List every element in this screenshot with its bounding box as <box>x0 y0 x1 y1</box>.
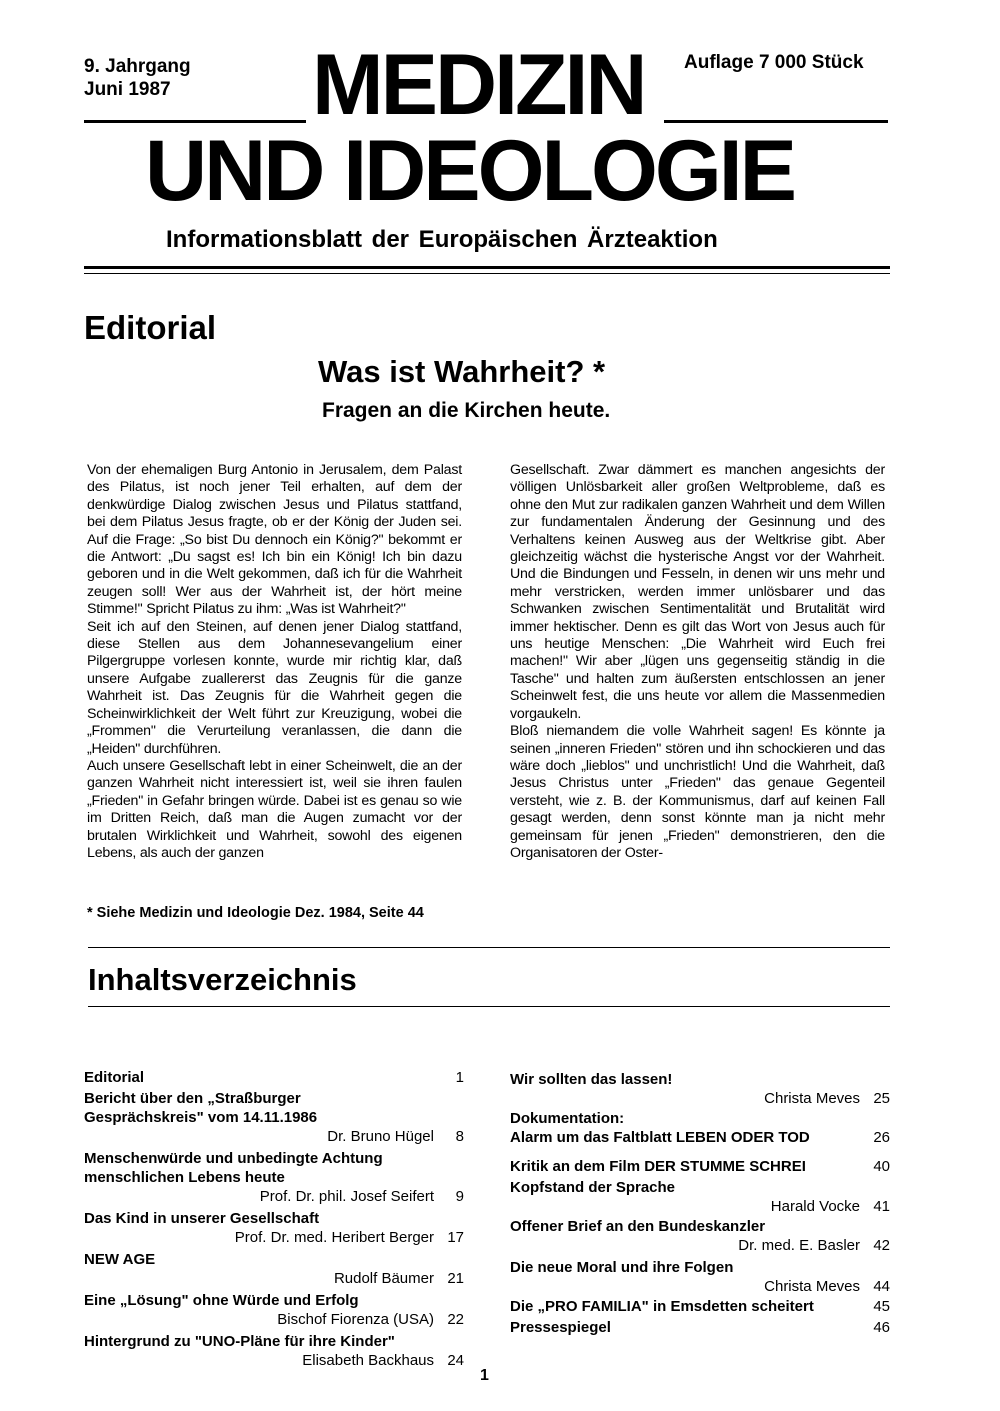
toc-entry-title: Die „PRO FAMILIA" in Emsdetten scheitert <box>510 1298 814 1315</box>
toc-entry-author: Christa Meves <box>764 1278 860 1295</box>
toc-entry-author-row <box>84 1310 464 1330</box>
circulation-label: Auflage 7 000 Stück <box>684 52 864 73</box>
toc-entry-author-row <box>84 1187 464 1207</box>
masthead-issue-info <box>84 55 191 101</box>
article-footnote: * Siehe Medizin und Ideologie Dez. 1984, Seite 44 <box>87 905 424 921</box>
toc-entry-page: 17 <box>447 1229 464 1246</box>
toc-entry-author: Christa Meves <box>764 1090 860 1107</box>
toc-entry-author-row <box>84 1228 464 1248</box>
toc-entry-page: 45 <box>873 1298 890 1315</box>
toc-entry-page: 44 <box>873 1278 890 1295</box>
toc-entry-dokumentation <box>510 1109 890 1128</box>
toc-entry-title: Eine „Lösung" ohne Würde und Erfolg <box>84 1292 359 1309</box>
toc-entry-author: Harald Vocke <box>770 1198 860 1215</box>
toc-entry-title: Hintergrund zu "UNO-Pläne für ihre Kinder" <box>84 1333 395 1350</box>
toc-entry-new-age <box>84 1250 464 1269</box>
masthead-title-line2: UND IDEOLOGIE <box>145 123 795 219</box>
masthead-divider-thick <box>84 266 890 269</box>
toc-entry-title: Kritik an dem Film DER STUMME SCHREI <box>510 1158 806 1175</box>
toc-entry-title: Pressespiegel <box>510 1319 611 1336</box>
article-paragraph: Bloß niemandem die volle Wahrheit sagen! Es könnte ja seinen „inneren Frieden" stören und ihn schockieren und das wäre doch „lieblos" und unchristlich! Und die Wahrheit, daß Jesus Christus unter „Frieden" das genaue Gegenteil versteht, wie z. B. der Kommunismus, darf auf keinen Fall gesagt werden, denn sonst könnte man ja nicht mehr gemeinsam für jenen „Frieden" demonstrieren, den die Organisatoren der Oster- <box>510 723 885 861</box>
toc-entry-page: 41 <box>873 1198 890 1215</box>
toc-entry-author-row <box>84 1127 464 1147</box>
toc-entry-title: Die neue Moral und ihre Folgen <box>510 1259 734 1276</box>
toc-entry-page: 26 <box>873 1129 890 1146</box>
toc-entry-page: 40 <box>873 1158 890 1175</box>
toc-entry-loesung <box>84 1291 464 1310</box>
toc-entry-author-row <box>510 1089 890 1109</box>
toc-entry-title: Menschenwürde und unbedingte Achtung menschlichen Lebens heute <box>84 1150 383 1186</box>
article-subtitle: Fragen an die Kirchen heute. <box>322 399 611 422</box>
toc-entry-author-row <box>510 1236 890 1256</box>
issue-date: Juni 1987 <box>84 79 171 100</box>
toc-entry-page: 21 <box>447 1270 464 1287</box>
toc-entry-title: Bericht über den „Straßburger Gesprächskreis" vom 14.11.1986 <box>84 1090 318 1126</box>
toc-entry-title: Offener Brief an den Bundeskanzler <box>510 1218 766 1235</box>
toc-entry-page: 24 <box>447 1352 464 1369</box>
volume-label: 9. Jahrgang <box>84 56 191 77</box>
article-column-left <box>87 462 462 862</box>
toc-entry-author: Dr. Bruno Hügel <box>327 1128 434 1145</box>
article-paragraph: Seit ich auf den Steinen, auf denen jener Dialog stattfand, diese Stellen aus dem Johannesevangelium einer Pilgergruppe vorlesen konnte, wurde mir richtig klar, daß unsere Aufgabe zuallererst das Zeugnis für die ganze Wahrheit ist. Das Zeugnis für die Wahrheit gegen die Scheinwirklichkeit der Welt führt zur Kreuzigung, wobei die „Frommen" die Verurteilung veranlassen, die dann die „Heiden" durchführen. <box>87 618 462 757</box>
toc-entry-author-row <box>84 1351 464 1371</box>
toc-entry-title: Alarm um das Faltblatt LEBEN ODER TOD <box>510 1129 810 1146</box>
toc-entry-title: Editorial <box>84 1069 145 1086</box>
toc-entry-menschenwuerde <box>84 1149 464 1187</box>
toc-entry-author: Prof. Dr. med. Heribert Berger <box>234 1229 434 1246</box>
toc-entry-title: Dokumentation: <box>510 1110 625 1127</box>
article-paragraph: Gesellschaft. Zwar dämmert es manchen angesichts der völligen Unlösbarkeit aller großen Weltprobleme, daß es ohne den Mut zur radikalen ganzen Wahrheit und dem Willen zur fundamentalen Änderung der Gesinnung und des Verhaltens keinen Ausweg aus der Weltkrise gibt. Aber gleichzeitig wächst die hysterische Angst vor der Wahrheit. Und die Bindungen und Fesseln, in denen wir uns mehr und mehr verstricken, werden immer unlösbarer und das Schwanken zwischen Sentimentalität und Brutalität wird immer hektischer. Denn es gilt das Wort von Jesus auch für uns heutige Menschen: „Die Wahrheit wird Euch frei machen!" Wir aber „lügen uns gegenseitig ständig in die Tasche" und halten zum äußersten entschlossen an jener Scheinwelt fest, die uns heute vor allem die Massenmedien vorgaukeln. <box>510 462 885 722</box>
toc-entry-page: 22 <box>447 1311 464 1328</box>
toc-entry-author: Rudolf Bäumer <box>333 1270 434 1287</box>
toc-entry-page: 8 <box>455 1128 464 1145</box>
toc-entry-pressespiegel <box>510 1318 890 1337</box>
toc-rule-top <box>88 947 890 948</box>
toc-entry-author: Dr. med. E. Basler <box>738 1237 860 1254</box>
toc-entry-page: 1 <box>455 1069 464 1086</box>
toc-rule-bottom <box>88 1006 890 1007</box>
toc-heading: Inhaltsverzeichnis <box>88 962 357 997</box>
toc-entry-offener-brief <box>510 1217 890 1236</box>
toc-entry-kind <box>84 1209 464 1228</box>
masthead-subtitle: Informationsblatt der Europäischen Ärzteaktion <box>166 226 718 253</box>
toc-entry-title: Kopfstand der Sprache <box>510 1179 676 1196</box>
article-title: Was ist Wahrheit? * <box>318 354 606 389</box>
page-number: 1 <box>480 1367 489 1384</box>
toc-entry-neue-moral <box>510 1258 890 1277</box>
toc-entry-author-row <box>84 1269 464 1289</box>
article-paragraph: Von der ehemaligen Burg Antonio in Jerusalem, dem Palast des Pilatus, ist noch jener Teil erhalten, auf dem der denkwürdige Dialog zwischen Jesus und Pilatus stattfand, bei dem Pilatus Jesus fragte, ob er der König der Juden sei. Auf die Frage: „So bist Du dennoch ein König?" bekommt er die Antwort: „Du sagst es! Ich bin ein König! Ich bin dazu geboren und in die Welt gekommen, daß ich für die Wahrheit zeugen soll! Wer aus der Wahrheit ist, der hört meine Stimme!" Spricht Pilatus zu ihm: „Was ist Wahrheit?" <box>87 462 462 618</box>
toc-entry-page: 46 <box>873 1319 890 1336</box>
toc-entry-author-row <box>510 1277 890 1297</box>
toc-entry-author: Prof. Dr. phil. Josef Seifert <box>259 1188 434 1205</box>
toc-entry-title: Wir sollten das lassen! <box>510 1071 673 1088</box>
toc-entry-lassen <box>510 1070 890 1089</box>
toc-entry-author-row <box>510 1197 890 1217</box>
toc-entry-uno <box>84 1332 464 1351</box>
toc-column-left <box>84 1068 464 1371</box>
toc-entry-page: 9 <box>455 1188 464 1205</box>
article-column-right <box>510 462 885 862</box>
toc-entry-author: Bischof Fiorenza (USA) <box>277 1311 434 1328</box>
toc-entry-title: NEW AGE <box>84 1251 156 1268</box>
toc-column-right <box>510 1070 890 1337</box>
toc-entry-page: 42 <box>873 1237 890 1254</box>
toc-entry-editorial <box>84 1068 464 1087</box>
editorial-heading: Editorial <box>84 309 217 346</box>
toc-entry-pro-familia <box>510 1297 890 1316</box>
toc-entry-author: Elisabeth Backhaus <box>302 1352 434 1369</box>
toc-entry-title: Das Kind in unserer Gesellschaft <box>84 1210 320 1227</box>
masthead-divider-thin <box>84 273 890 274</box>
toc-entry-strassburg <box>84 1089 464 1127</box>
toc-entry-page: 25 <box>873 1090 890 1107</box>
toc-entry-alarm <box>510 1128 890 1147</box>
masthead-title-line1: MEDIZIN <box>312 37 645 133</box>
toc-entry-kopfstand <box>510 1178 890 1197</box>
article-paragraph: Auch unsere Gesellschaft lebt in einer Scheinwelt, die an der ganzen Wahrheit nicht interessiert ist, weil sie ihren faulen „Frieden" in Gefahr bringen würde. Dabei ist es genau so wie im Dritten Reich, daß man die Augen zumacht vor der brutalen Wirklichkeit und Wahrheit, sowohl des eigenen Lebens, als auch der ganzen <box>87 757 462 861</box>
toc-entry-kritik <box>510 1157 890 1176</box>
